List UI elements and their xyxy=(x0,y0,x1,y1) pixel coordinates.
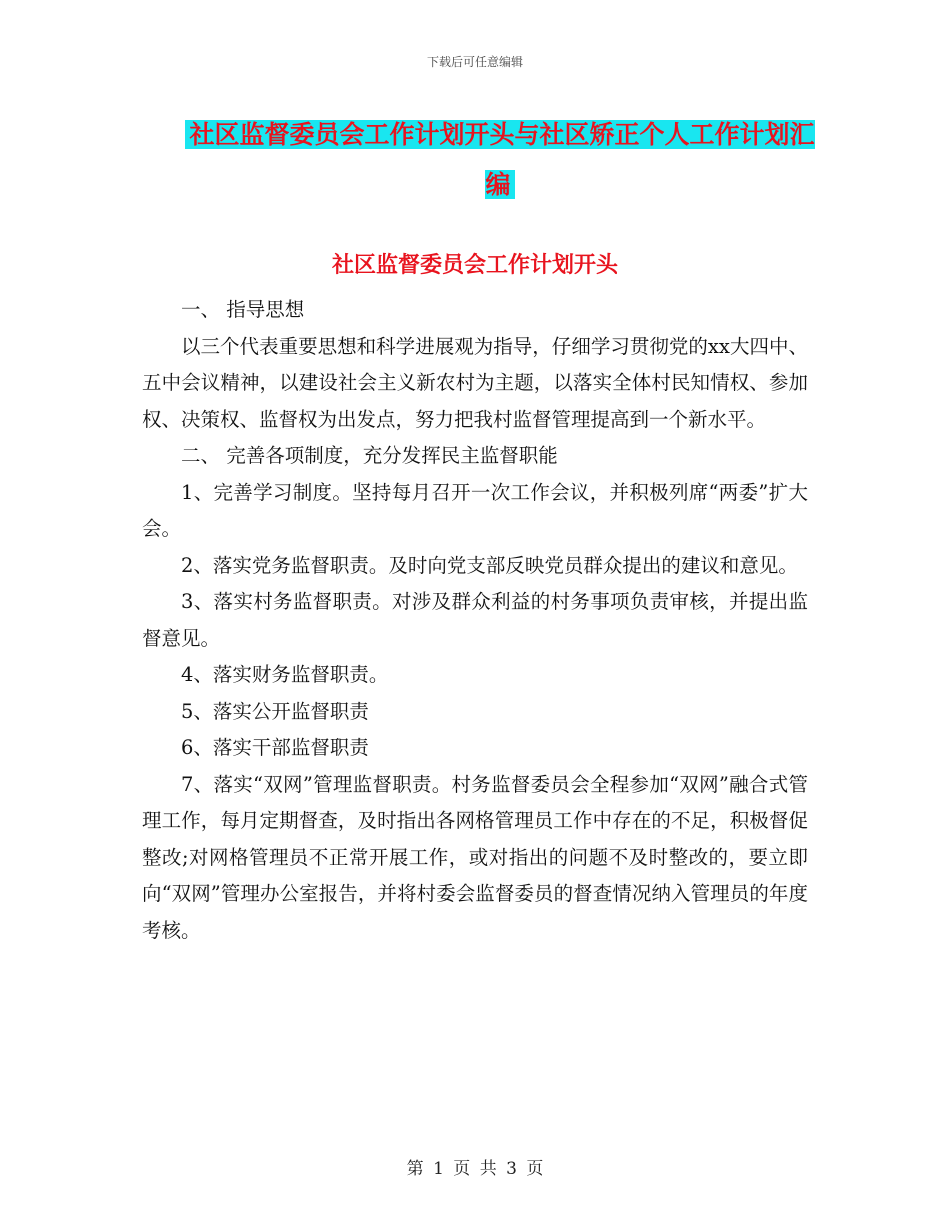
paragraph: 2、落实党务监督职责。及时向党支部反映党员群众提出的建议和意见。 xyxy=(181,553,798,577)
document-title xyxy=(180,110,820,210)
paragraph-heading-1: 一、 指导思想 xyxy=(181,298,305,321)
paragraph: 4、落实财务监督职责。 xyxy=(181,663,389,686)
paragraph: 以三个代表重要思想和科学进展观为指导，仔细学习贯彻党的xx大四中、五中会议精神，以建设社会主义新农村为主题，以落实全体村民知情权、参加权、决策权、监督权为出发点，努力把我村监督管理提高到一个新水平。 xyxy=(142,334,808,431)
document-body xyxy=(142,292,808,949)
section-title: 社区监督委员会工作计划开头 xyxy=(331,252,618,278)
paragraph: 5、落实公开监督职责 xyxy=(181,699,369,723)
paragraph-heading-2: 二、 完善各项制度，充分发挥民主监督职能 xyxy=(181,444,558,467)
paragraph: 3、落实村务监督职责。对涉及群众利益的村务事项负责审核，并提出监督意见。 xyxy=(142,590,808,650)
paragraph: 7、落实“双网”管理监督职责。村务监督委员会全程参加“双网”融合式管理工作，每月定期督查，及时指出各网格管理员工作中存在的不足，积极督促整改;对网格管理员不正常开展工作，或对指出的问题不及时整改的，要立即向“双网”管理办公室报告，并将村委会监督委员的督查情况纳入管理员的年度考核。 xyxy=(142,772,808,942)
document-title-text: 社区监督委员会工作计划开头与社区矫正个人工作计划汇编 xyxy=(185,120,814,199)
page-footer: 第 1 页 共 3 页 xyxy=(406,1159,544,1179)
header-note: 下载后可任意编辑 xyxy=(426,55,523,69)
paragraph: 6、落实干部监督职责 xyxy=(181,736,369,759)
paragraph: 1、完善学习制度。坚持每月召开一次工作会议，并积极列席“两委”扩大会。 xyxy=(142,480,808,540)
